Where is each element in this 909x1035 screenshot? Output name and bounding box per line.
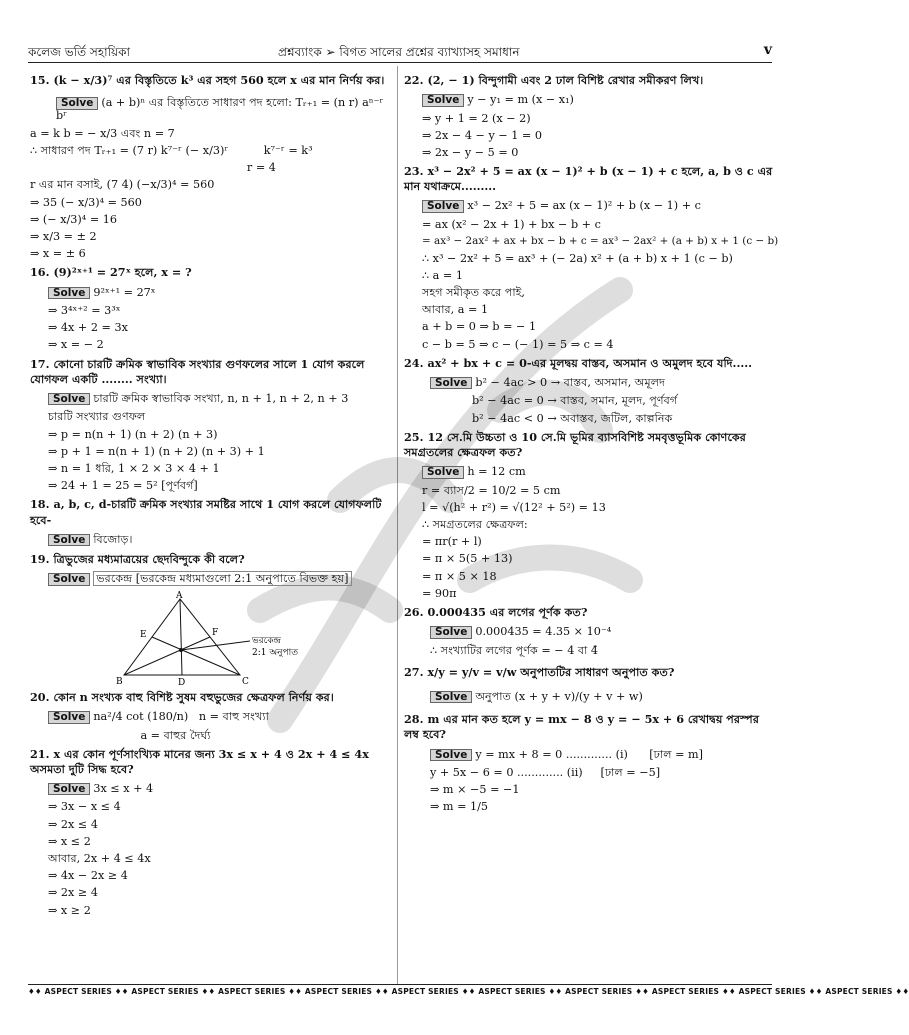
question-number: 24. — [404, 355, 424, 370]
solution-line: ⇒ x ≤ 2 — [48, 834, 91, 848]
question-25 — [404, 430, 776, 602]
solve-badge: Solve — [56, 97, 98, 110]
solution-line: r = 4 — [30, 161, 276, 175]
solution-line: y − y₁ = m (x − x₁) — [467, 93, 574, 107]
solve-badge: Solve — [48, 711, 90, 724]
question-text: 12 সে.মি উচ্চতা ও 10 সে.মি ভূমির ব্যাসবিশিষ্ট সমবৃত্তভূমিক কোণকের সমগ্রতলের ক্ষেত্রফল কত? — [404, 429, 746, 459]
solution-line: b² − 4ac < 0 → অবাস্তব, জটিল, কাল্পনিক — [472, 411, 673, 425]
vertex-label-d: D — [178, 677, 186, 688]
question-text: ax² + bx + c = 0-এর মূলদ্বয় বাস্তব, অসমান ও অমুলদ হবে যদি..... — [427, 355, 753, 370]
question-17 — [30, 357, 392, 495]
question-number: 23. — [404, 164, 424, 179]
solve-badge: Solve — [48, 783, 90, 796]
solution-line: চারটি ক্রমিক স্বাভাবিক সংখ্যা, n, n + 1, n + 2, n + 3 — [93, 391, 349, 405]
solution-line: ⇒ x = ± 6 — [30, 247, 86, 261]
solution-line: = 90π — [422, 586, 457, 600]
solution-line: ⇒ m × −5 = −1 — [430, 783, 520, 797]
solution-line: (a + b)ⁿ এর বিস্তৃতিতে সাধারণ পদ হলো: Tᵣ₊₁ = (n r) aⁿ⁻ʳ bʳ — [56, 96, 384, 122]
solution-line: na²/4 cot (180/n) n = বাহু সংখ্যা — [93, 710, 269, 724]
question-23 — [404, 164, 779, 353]
solution-line: b² − 4ac = 0 → বাস্তব, সমান, মূলদ, পূর্ণবর্গ — [472, 394, 678, 408]
question-text: a, b, c, d-চারটি ক্রমিক সংখ্যার সমষ্টির সাথে 1 যোগ করলে যোগফলটি হবে- — [30, 497, 382, 527]
solution-line: ⇒ 3x − x ≤ 4 — [48, 800, 121, 814]
question-number: 27. — [404, 664, 424, 679]
question-text: (2, − 1) বিন্দুগামী এবং 2 ঢাল বিশিষ্ট রেখার সমীকরণ লিখ। — [427, 73, 704, 87]
header-center-title: প্রশ্নব্যাংক ➢ বিগত সালের প্রশ্নের ব্যাখ্যাসহ সমাধান — [278, 45, 520, 59]
question-number: 21. — [30, 746, 50, 761]
solution-line: ⇒ 24 + 1 = 25 = 5² [পূর্ণবর্গ] — [48, 479, 198, 493]
question-number: 16. — [30, 265, 50, 280]
solution-line: ভরকেন্দ্র [ভরকেন্দ্র মধ্যমাগুলো 2:1 অনুপাতে বিভক্ত হয়] — [93, 571, 351, 586]
vertex-label-e: E — [140, 629, 147, 640]
question-text: কোনো চারটি ক্রমিক স্বাভাবিক সংখ্যার গুণফলের সালে 1 যোগ করলে যোগফল একটি ........ সংখ্যা। — [30, 356, 365, 386]
solution-line: r এর মান বসাই, (7 4) (−x/3)⁴ = 560 — [30, 178, 215, 192]
question-number: 28. — [404, 712, 424, 727]
solution-line: ⇒ 2x ≤ 4 — [48, 817, 98, 831]
solution-line: সহগ সমীকৃত করে পাই, — [422, 285, 525, 299]
solve-badge: Solve — [430, 691, 472, 704]
solution-line: a + b = 0 ⇒ b = − 1 — [422, 320, 537, 334]
question-22 — [404, 73, 776, 161]
question-16 — [30, 265, 392, 353]
question-text: 0.000435 এর লগের পূর্ণক কত? — [427, 604, 588, 619]
question-text: m এর মান কত হলে y = mx − 8 ও y = − 5x + 6 রেখাদ্বয় পরস্পর লম্ব হবে? — [404, 712, 760, 742]
solution-line: ⇒ (− x/3)⁴ = 16 — [30, 212, 117, 226]
solution-line: ⇒ 2x ≥ 4 — [48, 886, 98, 900]
page-footer: ♦♦ ASPECT SERIES ♦♦ ASPECT SERIES ♦♦ ASPECT SERIES ♦♦ ASPECT SERIES ♦♦ ASPECT SERIES ♦♦ ASPECT SERIES ♦♦ ASPECT SERIES ♦♦ ASPECT SERIES ♦♦ ASPECT SERIES ♦♦ ASPECT SERIES ♦♦ — [28, 984, 772, 996]
question-26 — [404, 605, 776, 659]
question-19 — [30, 552, 392, 687]
solution-line: ∴ সাধারণ পদ Tᵣ₊₁ = (7 r) k⁷⁻ʳ (− x/3)ʳ k⁷⁻ʳ = k³ — [30, 144, 313, 158]
solution-line: ⇒ n = 1 ধরি, 1 × 2 × 3 × 4 + 1 — [48, 461, 220, 475]
question-number: 26. — [404, 604, 424, 619]
page-header — [28, 40, 772, 63]
solution-line: = π × 5 × 18 — [422, 569, 497, 583]
solution-line: h = 12 cm — [467, 465, 526, 478]
question-20 — [30, 690, 392, 744]
solve-badge: Solve — [48, 287, 90, 300]
solution-line: ⇒ 2x − 4 − y − 1 = 0 — [422, 128, 542, 142]
centroid-triangle-figure — [100, 590, 310, 688]
question-text: x এর কোন পূর্ণসাংখ্যিক মানের জন্য 3x ≤ x + 4 ও 2x + 4 ≤ 4x অসমতা দুটি সিদ্ধ হবে? — [30, 746, 369, 776]
solution-line: ⇒ 4x + 2 = 3x — [48, 321, 128, 335]
solution-line: = πr(r + l) — [422, 535, 482, 549]
solve-badge: Solve — [422, 466, 464, 479]
solution-line: ⇒ 35 (− x/3)⁴ = 560 — [30, 195, 142, 209]
solution-line: ⇒ 4x − 2x ≥ 4 — [48, 869, 128, 883]
question-number: 19. — [30, 552, 50, 567]
vertex-label-c: C — [242, 676, 249, 687]
solution-line: আবার, a = 1 — [422, 303, 489, 317]
solution-line: l = √(h² + r²) = √(12² + 5²) = 13 — [422, 500, 606, 514]
question-number: 22. — [404, 73, 424, 87]
solution-line: 9²ˣ⁺¹ = 27ˣ — [93, 285, 156, 299]
vertex-label-a: A — [176, 590, 183, 601]
solution-line: ∴ সমগ্রতলের ক্ষেত্রফল: — [422, 517, 528, 531]
solution-line: = ax³ − 2ax² + ax + bx − b + c = ax³ − 2ax² + (a + b) x + 1 (c − b) — [422, 235, 779, 248]
solution-line: r = ব্যাস/2 = 10/2 = 5 cm — [422, 483, 561, 497]
solution-line: ⇒ p + 1 = n(n + 1) (n + 2) (n + 3) + 1 — [48, 444, 265, 458]
solve-badge: Solve — [48, 393, 90, 406]
solve-badge: Solve — [430, 377, 472, 390]
solution-line: ∴ সংখ্যাটির লগের পূর্ণক = − 4 বা 4̄ — [430, 643, 599, 657]
solution-line: a = বাহুর দৈর্ঘ্য — [48, 728, 211, 742]
header-left-title: কলেজ ভর্তি সহায়িকা — [28, 45, 130, 59]
solution-line: আবার, 2x + 4 ≤ 4x — [48, 852, 151, 866]
solution-line: y + 5x − 6 = 0 ............. (ii) [ঢাল = −5] — [430, 766, 661, 780]
left-column — [30, 70, 392, 919]
question-27 — [404, 665, 776, 707]
vertex-label-f: F — [212, 627, 219, 638]
question-18 — [30, 497, 392, 549]
question-text: x/y = y/v = v/w অনুপাতটির সাধারণ অনুপাত কত? — [427, 664, 675, 679]
solution-line: 3x ≤ x + 4 — [93, 781, 154, 795]
solution-line: ⇒ p = n(n + 1) (n + 2) (n + 3) — [48, 427, 218, 441]
solution-line: চারটি সংখ্যার গুণফল — [48, 410, 146, 424]
column-divider — [397, 66, 398, 984]
solution-line: ⇒ 2x − y − 5 = 0 — [422, 146, 519, 160]
solution-line: = ax (x² − 2x + 1) + bx − b + c — [422, 217, 601, 231]
solution-line: ⇒ x = − 2 — [48, 338, 104, 352]
question-text: (9)²ˣ⁺¹ = 27ˣ হলে, x = ? — [53, 265, 192, 280]
question-text: (k − x/3)⁷ এর বিস্তৃতিতে k³ এর সহগ 560 হলে x এর মান নির্ণয় কর। — [53, 73, 385, 87]
solution-line: ⇒ x/3 = ± 2 — [30, 230, 97, 244]
solution-line: ⇒ 3⁴ˣ⁺² = 3³ˣ — [48, 304, 121, 318]
solution-line: বিজোড়। — [93, 532, 133, 546]
vertex-label-b: B — [116, 676, 123, 687]
centroid-label: ভরকেন্দ্র — [252, 635, 281, 646]
question-21 — [30, 747, 392, 919]
question-number: 25. — [404, 429, 424, 444]
question-text: x³ − 2x² + 5 = ax (x − 1)² + b (x − 1) + c হলে, a, b ও c এর মান যথাক্রমে......... — [404, 164, 773, 194]
question-24 — [404, 356, 776, 427]
question-28 — [404, 712, 776, 815]
question-number: 17. — [30, 356, 50, 371]
solution-line: ⇒ y + 1 = 2 (x − 2) — [422, 111, 531, 125]
solution-line: অনুপাত (x + y + v)/(y + v + w) — [475, 689, 643, 703]
solution-line: ⇒ m = 1/5 — [430, 800, 489, 814]
page-number: v — [763, 42, 772, 58]
solve-badge: Solve — [422, 200, 464, 213]
solution-line: ∴ x³ − 2x² + 5 = ax³ + (− 2a) x² + (a + b) x + 1 (c − b) — [422, 251, 733, 265]
solve-badge: Solve — [48, 534, 90, 547]
solution-line: y = mx + 8 = 0 ............. (i) [ঢাল = m] — [475, 747, 703, 761]
question-15 — [30, 73, 392, 262]
solution-line: = π × 5(5 + 13) — [422, 552, 513, 566]
solution-line: x³ − 2x² + 5 = ax (x − 1)² + b (x − 1) + c — [467, 199, 701, 213]
question-text: ত্রিভুজের মধ্যমাত্রয়ের ছেদবিন্দুকে কী বলে? — [53, 552, 245, 567]
solution-line: b² − 4ac > 0 → বাস্তব, অসমান, অমূলদ — [475, 375, 665, 389]
right-column — [404, 70, 779, 816]
question-number: 20. — [30, 689, 50, 704]
question-text: কোন n সংখ্যক বাহু বিশিষ্ট সুষম বহুভুজের ক্ষেত্রফল নির্ণয় কর। — [53, 689, 334, 704]
question-number: 18. — [30, 497, 50, 512]
solution-line: ⇒ x ≥ 2 — [48, 903, 91, 917]
question-number: 15. — [30, 73, 50, 87]
solve-badge: Solve — [430, 626, 472, 639]
solution-line: ∴ a = 1 — [422, 268, 463, 282]
solve-badge: Solve — [48, 573, 90, 586]
solve-badge: Solve — [422, 94, 464, 107]
solution-line: 0.000435 = 4.35 × 10⁻⁴ — [475, 625, 612, 639]
ratio-label: 2:1 অনুপাত — [252, 647, 298, 658]
solution-line: a = k b = − x/3 এবং n = 7 — [30, 126, 175, 140]
solution-line: c − b = 5 ⇒ c − (− 1) = 5 ⇒ c = 4 — [422, 337, 614, 351]
solve-badge: Solve — [430, 749, 472, 762]
